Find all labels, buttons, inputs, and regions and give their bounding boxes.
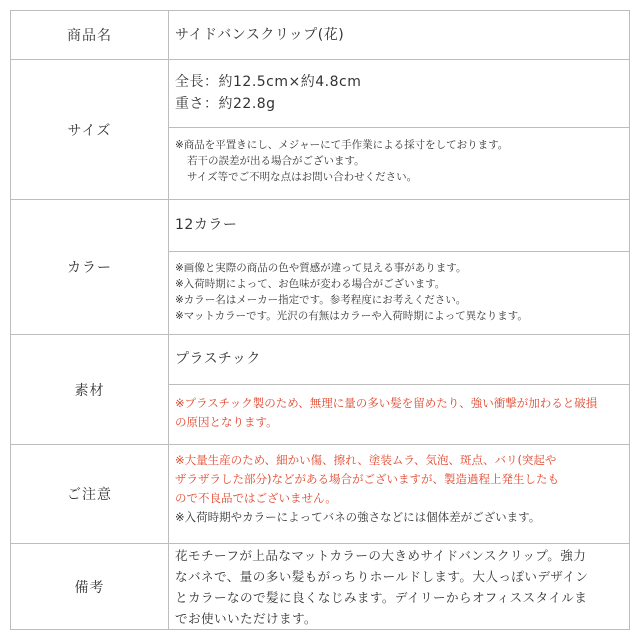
remarks-line: なバネで、量の多い髪もがっちりホールドします。大人っぽいデザイン — [175, 569, 589, 584]
remarks-line: でお使いいただけます。 — [175, 611, 317, 626]
color-content — [169, 200, 629, 334]
color-note: ※カラー名はメーカー指定です。参考程度にお考えください。 — [175, 294, 467, 306]
size-label: サイズ — [11, 60, 169, 199]
size-note: 若干の誤差が出る場合がございます。 — [187, 155, 365, 167]
color-count: 12カラー — [175, 217, 238, 233]
remarks-label: 備考 — [11, 544, 169, 629]
size-weight: 重さ：約22.8g — [175, 96, 276, 112]
product-spec-table — [10, 10, 630, 630]
material-content — [169, 335, 629, 444]
material-warning: ※プラスチック製のため、無理に量の多い髪を留めたり、強い衝撃が加わると破損 — [175, 396, 598, 410]
caution-warning: ので不良品ではございません。 — [175, 491, 337, 505]
size-note: ※商品を平置きにし、メジャーにて手作業による採寸をしております。 — [175, 139, 509, 151]
row-remarks — [11, 544, 629, 629]
product-name-label: 商品名 — [11, 11, 169, 59]
color-note: ※入荷時期によって、お色味が変わる場合がございます。 — [175, 278, 446, 290]
caution-content — [169, 445, 629, 543]
color-label: カラー — [11, 200, 169, 334]
caution-warning: ※大量生産のため、細かい傷、擦れ、塗装ムラ、気泡、斑点、バリ(突起や — [175, 453, 557, 467]
color-main-cell — [169, 200, 629, 252]
row-size — [11, 60, 629, 200]
row-product-name — [11, 11, 629, 60]
size-main-cell — [169, 60, 629, 128]
row-material — [11, 335, 629, 445]
row-color — [11, 200, 629, 335]
material-warning: の原因となります。 — [175, 415, 278, 429]
material-main-cell — [169, 335, 629, 385]
caution-note: ※入荷時期やカラーによってバネの強さなどには個体差がございます。 — [175, 510, 541, 524]
size-length: 全長：約12.5cm×約4.8cm — [175, 74, 362, 90]
material-notes-cell — [169, 385, 629, 444]
color-note: ※マットカラーです。光沢の有無はカラーや入荷時期によって異なります。 — [175, 310, 528, 322]
color-notes-cell — [169, 252, 629, 334]
product-name-content — [169, 11, 629, 59]
material-value: プラスチック — [175, 351, 261, 367]
caution-warning: ザラザラした部分)などがある場合がございますが、製造過程上発生したも — [175, 472, 559, 486]
remarks-line: 花モチーフが上品なマットカラーの大きめサイドバンスクリップ。強力 — [175, 548, 587, 563]
material-label: 素材 — [11, 335, 169, 444]
caution-label: ご注意 — [11, 445, 169, 543]
row-caution — [11, 445, 629, 544]
size-notes-cell — [169, 128, 629, 199]
remarks-line: とカラーなので髪に良くなじみます。デイリーからオフィススタイルま — [175, 590, 588, 605]
product-name-value: サイドバンスクリップ(花) — [175, 27, 345, 43]
size-note: サイズ等でご不明な点はお問い合わせください。 — [187, 171, 418, 183]
color-note: ※画像と実際の商品の色や質感が違って見える事があります。 — [175, 262, 467, 274]
size-content — [169, 60, 629, 199]
remarks-content — [169, 544, 629, 629]
